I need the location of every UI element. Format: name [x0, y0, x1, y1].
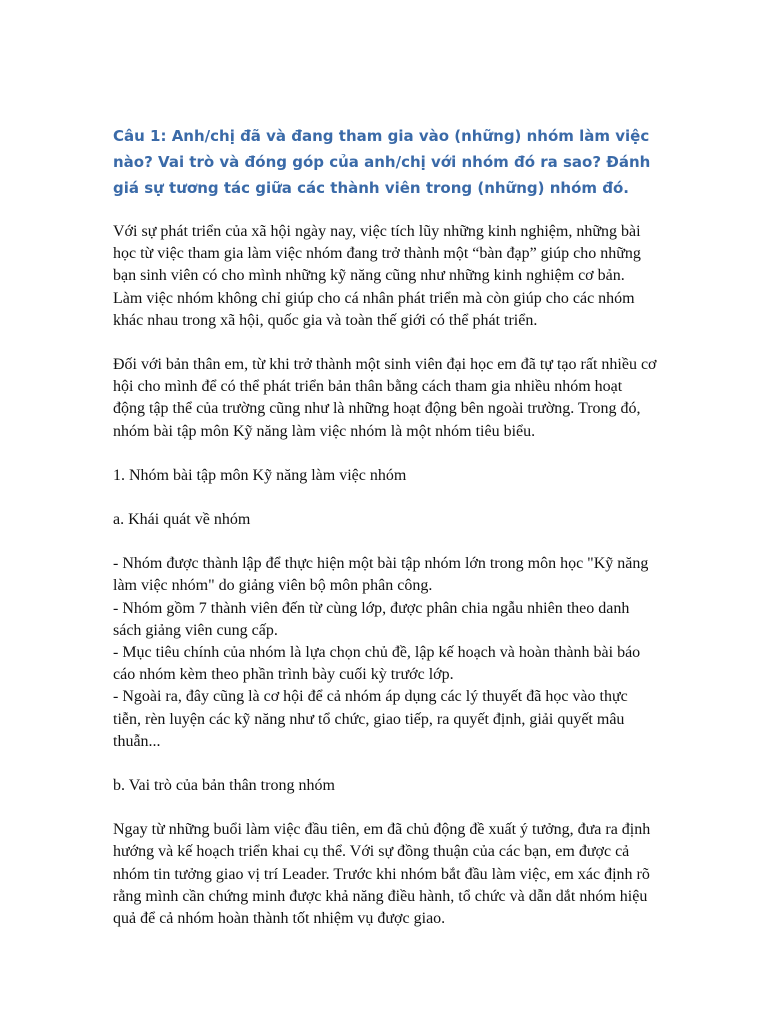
- subsection-a-heading: a. Khái quát về nhóm: [113, 511, 251, 529]
- role-paragraph: Ngay từ những buổi làm việc đầu tiên, em đã chủ động đề xuất ý tưởng, đưa ra định hướng và kế hoạch triển khai cụ thể. Với sự đồng thuận của các bạn, em được cả nhóm tin tưởng giao vị trí Leader. Trước khi nhóm bắt đầu làm việc, em xác định rõ rằng mình cần chứng minh được khả năng điều hành, tổ chức và dẫn dắt nhóm hiệu quả để cả nhóm hoàn thành tốt nhiệm vụ được giao.: [113, 821, 651, 928]
- list-item: - Nhóm gồm 7 thành viên đến từ cùng lớp, được phân chia ngẫu nhiên theo danh sách giảng viên cung cấp.: [113, 599, 630, 639]
- list-item: - Mục tiêu chính của nhóm là lựa chọn chủ đề, lập kế hoạch và hoàn thành bài báo cáo nhóm kèm theo phần trình bày cuối kỳ trước lớp.: [113, 644, 641, 684]
- section-1-heading: 1. Nhóm bài tập môn Kỹ năng làm việc nhóm: [113, 466, 407, 484]
- list-item: - Ngoài ra, đây cũng là cơ hội để cả nhóm áp dụng các lý thuyết đã học vào thực tiễn, rèn luyện các kỹ năng như tổ chức, giao tiếp, ra quyết định, giải quyết mâu thuẫn...: [113, 688, 628, 750]
- personal-paragraph: Đối với bản thân em, từ khi trở thành một sinh viên đại học em đã tự tạo rất nhiều cơ hội cho mình để có thể phát triển bản thân bằng cách tham gia nhiều nhóm hoạt động tập thể của trường cũng như là những hoạt động bên ngoài trường. Trong đó, nhóm bài tập môn Kỹ năng làm việc nhóm là một nhóm tiêu biểu.: [113, 356, 657, 440]
- question-heading: Câu 1: Anh/chị đã và đang tham gia vào (những) nhóm làm việc nào? Vai trò và đóng góp của anh/chị với nhóm đó ra sao? Đánh giá sự tương tác giữa các thành viên trong (những) nhóm đó.: [113, 127, 651, 197]
- bullet-list: [113, 553, 658, 753]
- list-item: - Nhóm được thành lập để thực hiện một bài tập nhóm lớn trong môn học "Kỹ năng làm việc nhóm" do giảng viên bộ môn phân công.: [113, 555, 649, 595]
- document-page: [113, 123, 658, 952]
- subsection-b-heading: b. Vai trò của bản thân trong nhóm: [113, 777, 335, 795]
- intro-paragraph: Với sự phát triển của xã hội ngày nay, việc tích lũy những kinh nghiệm, những bài học từ việc tham gia làm việc nhóm đang trở thành một “bàn đạp” giúp cho những bạn sinh viên có cho mình những kỹ năng cũng như những kinh nghiệm cơ bản. Làm việc nhóm không chỉ giúp cho cá nhân phát triển mà còn giúp cho các nhóm khác nhau trong xã hội, quốc gia và toàn thế giới có thể phát triển.: [113, 223, 641, 329]
